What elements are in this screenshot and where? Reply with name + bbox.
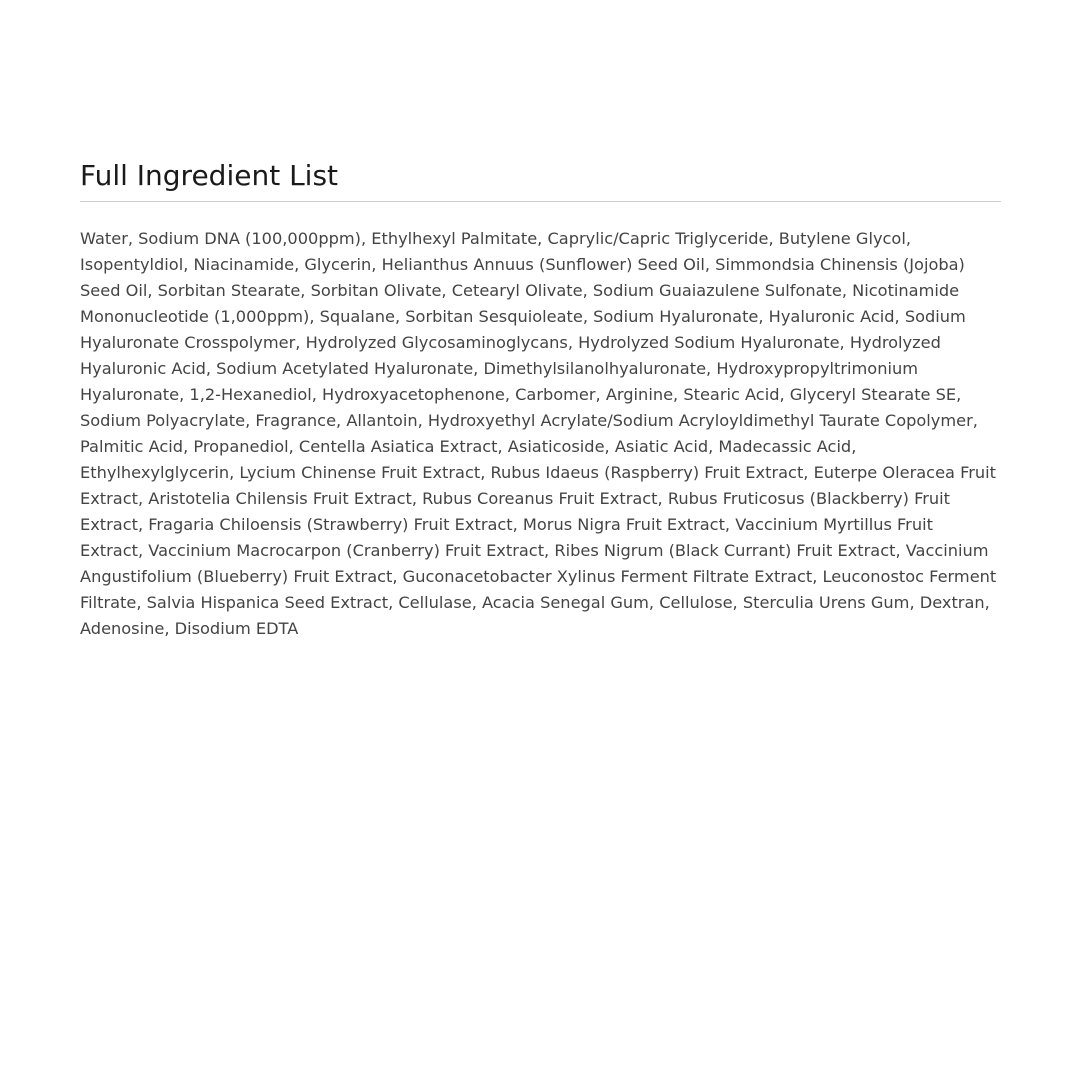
ingredient-list-text: Water, Sodium DNA (100,000ppm), Ethylhexyl Palmitate, Caprylic/Capric Triglyceride, Butylene Glycol, Isopentyldiol, Niacinamide, Glycerin, Helianthus Annuus (Sunflower) Seed Oil, Simmondsia Chinensis (Jojoba) Seed Oil, Sorbitan Stearate, Sorbitan Olivate, Cetearyl Olivate, Sodium Guaiazulene Sulfonate, Nicotinamide Mononucleotide (1,000ppm), Squalane, Sorbitan Sesquioleate, Sodium Hyaluronate, Hyaluronic Acid, Sodium Hyaluronate Crosspolymer, Hydrolyzed Glycosaminoglycans, Hydrolyzed Sodium Hyaluronate, Hydrolyzed Hyaluronic Acid, Sodium Acetylated Hyaluronate, Dimethylsilanolhyaluronate, Hydroxypropyltrimonium Hyaluronate, 1,2-Hexanediol, Hydroxyacetophenone, Carbomer, Arginine, Stearic Acid, Glyceryl Stearate SE, Sodium Polyacrylate, Fragrance, Allantoin, Hydroxyethyl Acrylate/Sodium Acryloyldimethyl Taurate Copolymer, Palmitic Acid, Propanediol, Centella Asiatica Extract, Asiaticoside, Asiatic Acid, Madecassic Acid, Ethylhexylglycerin, Lycium Chinense Fruit Extract, Rubus Idaeus (Raspberry) Fruit Extract, Euterpe Oleracea Fruit Extract, Aristotelia Chilensis Fruit Extract, Rubus Coreanus Fruit Extract, Rubus Fruticosus (Blackberry) Fruit Extract, Fragaria Chiloensis (Strawberry) Fruit Extract, Morus Nigra Fruit Extract, Vaccinium Myrtillus Fruit Extract, Vaccinium Macrocarpon (Cranberry) Fruit Extract, Ribes Nigrum (Black Currant) Fruit Extract, Vaccinium Angustifolium (Blueberry) Fruit Extract, Guconacetobacter Xylinus Ferment Filtrate Extract, Leuconostoc Ferment Filtrate, Salvia Hispanica Seed Extract, Cellulase, Acacia Senegal Gum, Cellulose, Sterculia Urens Gum, Dextran, Adenosine, Disodium EDTA [80,229,997,638]
ingredient-section [80,156,1001,642]
section-title: Full Ingredient List [80,156,1001,202]
